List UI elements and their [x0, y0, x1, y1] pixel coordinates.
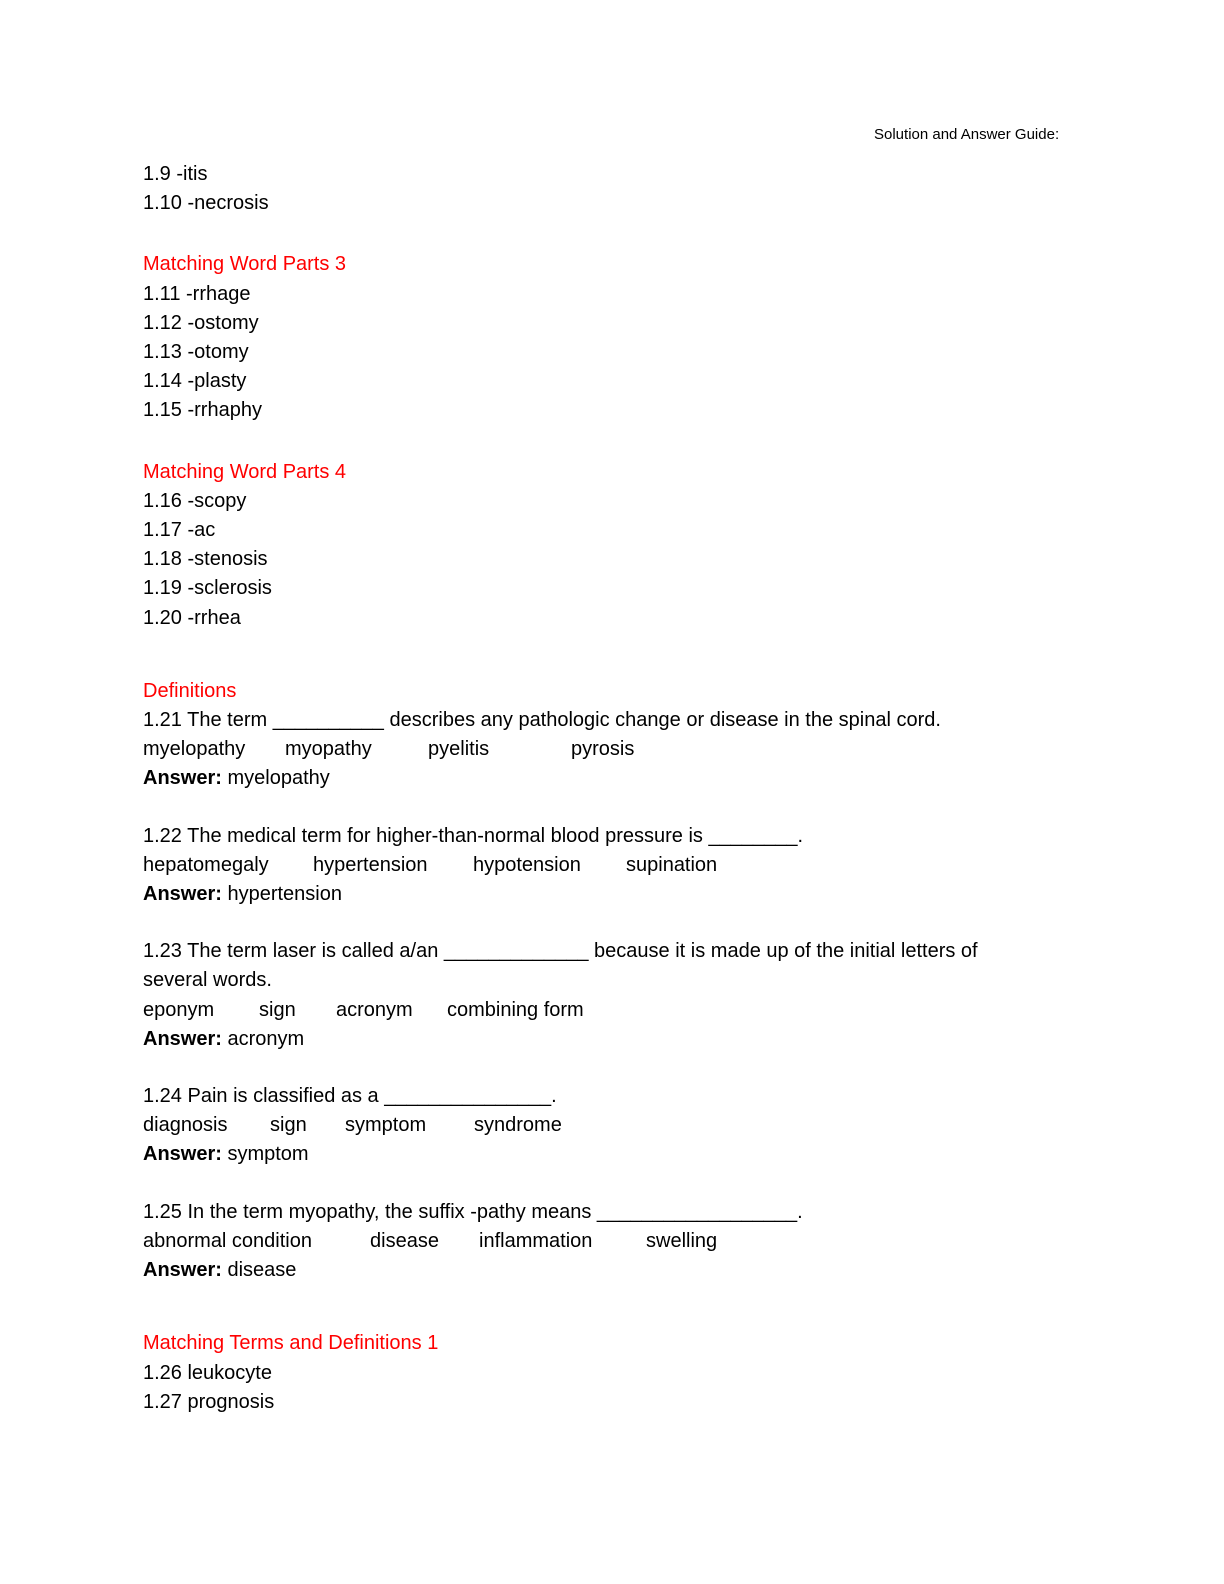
question-text: 1.24 Pain is classified as a _______________.: [143, 1085, 557, 1108]
answer-line: [143, 1140, 1103, 1169]
option: myelopathy: [143, 738, 246, 761]
question-text: 1.21 The term __________ describes any pathologic change or disease in the spinal cord.: [143, 709, 941, 732]
answer-options: [143, 1227, 1103, 1256]
option: swelling: [646, 1229, 718, 1252]
page-header: Solution and Answer Guide:: [874, 126, 1060, 143]
list-item: 1.26 leukocyte: [143, 1361, 272, 1384]
question-text-cont: several words.: [143, 969, 272, 992]
option: myopathy: [285, 738, 372, 761]
list-item: 1.11 -rrhage: [143, 282, 251, 305]
option: sign: [270, 1114, 307, 1137]
list-item: 1.14 -plasty: [143, 370, 247, 393]
option: combining form: [447, 998, 584, 1021]
answer-options: [143, 1111, 1103, 1140]
answer-value: symptom: [227, 1143, 309, 1166]
section-heading-mwp4: Matching Word Parts 4: [143, 460, 347, 483]
answer-value: myelopathy: [227, 767, 330, 790]
list-item: 1.9 -itis: [143, 163, 208, 185]
answer-label: Answer:: [143, 767, 222, 790]
question-text: 1.25 In the term myopathy, the suffix -pathy means __________________.: [143, 1200, 803, 1223]
list-item: 1.15 -rrhaphy: [143, 399, 262, 422]
option: hypertension: [313, 853, 428, 876]
option: eponym: [143, 998, 215, 1021]
list-item: 1.13 -otomy: [143, 341, 249, 364]
question-1-25: [143, 1198, 1103, 1286]
answer-line: [143, 1256, 1103, 1285]
question-1-21: [143, 706, 1103, 794]
list-item: 1.18 -stenosis: [143, 548, 268, 571]
answer-value: hypertension: [227, 883, 342, 906]
option: diagnosis: [143, 1114, 228, 1137]
list-item: 1.17 -ac: [143, 519, 216, 542]
answer-label: Answer:: [143, 1259, 222, 1282]
list-item: 1.12 -ostomy: [143, 311, 259, 334]
option: abnormal condition: [143, 1229, 312, 1252]
answer-options: [143, 996, 1103, 1025]
option: symptom: [345, 1114, 427, 1137]
question-1-23: [143, 937, 1103, 1054]
section-heading-mtd1: Matching Terms and Definitions 1: [143, 1332, 439, 1355]
list-item: 1.27 prognosis: [143, 1390, 275, 1413]
answer-label: Answer:: [143, 1143, 222, 1166]
list-item: 1.10 -necrosis: [143, 192, 269, 215]
option: pyelitis: [428, 738, 490, 761]
option: inflammation: [479, 1229, 593, 1252]
list-item: 1.19 -sclerosis: [143, 577, 272, 600]
question-text: 1.23 The term laser is called a/an _____________ because it is made up of the initial letters of: [143, 940, 978, 963]
answer-options: [143, 851, 1103, 880]
answer-value: acronym: [227, 1027, 305, 1050]
section-heading-definitions: Definitions: [143, 679, 237, 702]
list-item: 1.16 -scopy: [143, 489, 247, 512]
question-1-22: [143, 822, 1103, 910]
answer-line: [143, 1025, 1103, 1054]
question-text: 1.22 The medical term for higher-than-normal blood pressure is ________.: [143, 824, 803, 847]
option: sign: [259, 998, 296, 1021]
answer-line: [143, 880, 1103, 909]
answer-label: Answer:: [143, 883, 222, 906]
list-item: 1.20 -rrhea: [143, 606, 241, 629]
answer-value: disease: [227, 1259, 297, 1282]
question-1-24: [143, 1082, 1103, 1170]
section-heading-mwp3: Matching Word Parts 3: [143, 253, 347, 276]
option: acronym: [336, 998, 413, 1021]
answer-line: [143, 764, 1103, 793]
option: hepatomegaly: [143, 853, 269, 876]
option: supination: [626, 853, 718, 876]
answer-label: Answer:: [143, 1027, 222, 1050]
option: disease: [370, 1229, 439, 1252]
document-body: [143, 160, 1103, 1417]
option: pyrosis: [571, 738, 635, 761]
option: syndrome: [474, 1114, 562, 1137]
option: hypotension: [473, 853, 581, 876]
answer-options: [143, 735, 1103, 764]
